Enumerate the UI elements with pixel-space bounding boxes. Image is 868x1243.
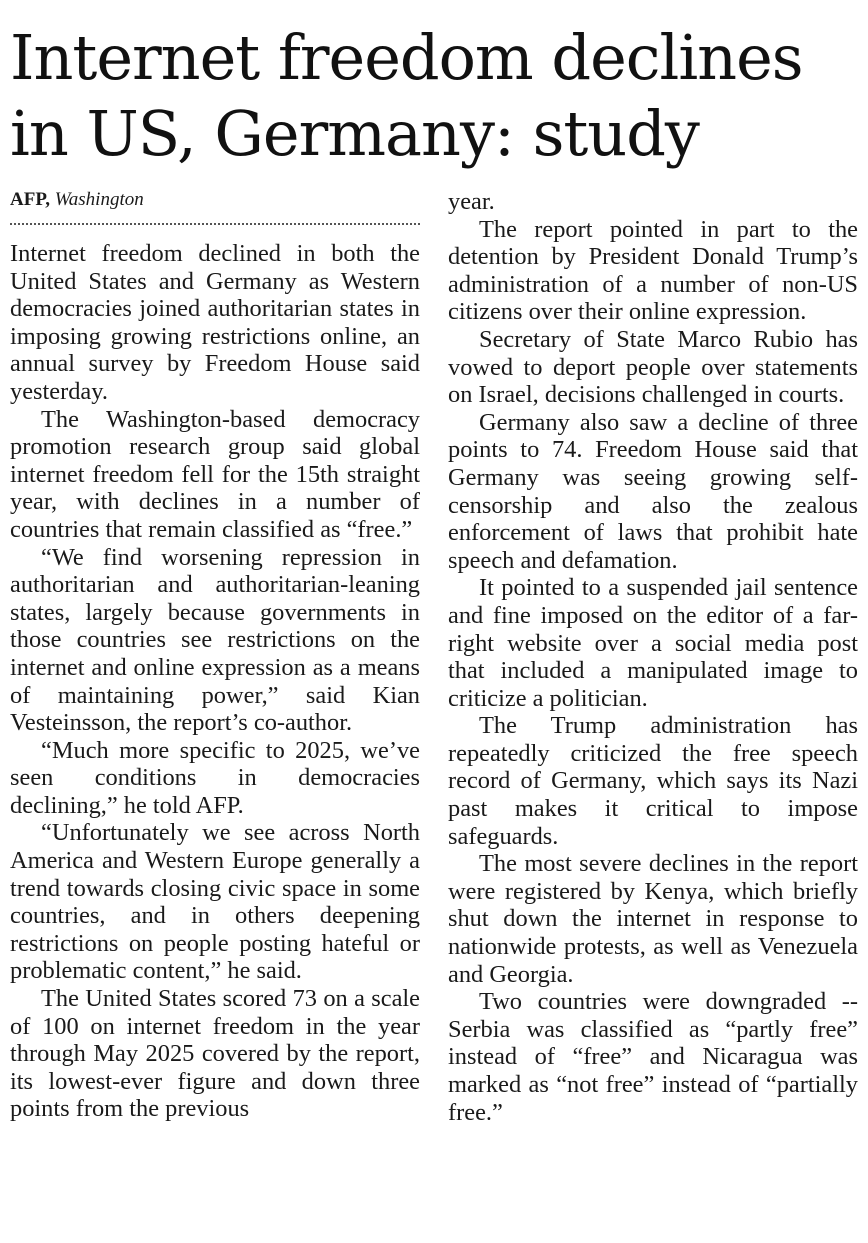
paragraph: Germany also saw a decline of three points to 74. Freedom House said that Germany was seeing growing self-censorship and also the zealous enforcement of laws that prohibit hate speech and defamation. xyxy=(448,408,858,574)
paragraph: The United States scored 73 on a scale of 100 on internet freedom in the year through May 2025 covered by the report, its lowest-ever figure and down three points from the previous xyxy=(10,985,420,1123)
byline xyxy=(10,187,420,225)
paragraph: The Washington-based democracy promotion research group said global internet freedom fell for the 15th straight year, with declines in a number of countries that remain classified as “free.” xyxy=(10,405,420,543)
paragraph: The Trump administration has repeatedly criticized the free speech record of Germany, which says its Nazi past makes it critical to impose safeguards. xyxy=(448,712,858,850)
byline-location: Washington xyxy=(54,189,144,210)
article-column-right xyxy=(448,188,858,1126)
paragraph: “Unfortunately we see across North America and Western Europe generally a trend towards closing civic space in some countries, and in others deepening restrictions on people posting hateful or problematic content,” he said. xyxy=(10,819,420,985)
article-column-left xyxy=(10,240,420,1123)
paragraph: Two countries were downgraded -- Serbia was classified as “partly free” instead of “free” and Nicaragua was marked as “not free” instead of “partially free.” xyxy=(448,988,858,1126)
paragraph-lead: Internet freedom declined in both the United States and Germany as Western democracies joined authoritarian states in imposing growing restrictions online, an annual survey by Freedom House said yesterday. xyxy=(10,240,420,405)
paragraph: It pointed to a suspended jail sentence and fine imposed on the editor of a far-right website over a social media post that included a manipulated image to criticize a politician. xyxy=(448,574,858,712)
paragraph: “We find worsening repression in authoritarian and authoritarian-leaning states, largely because governments in those countries see restrictions on the internet and online expression as a means of maintaining power,” said Kian Vesteinsson, the report’s co-author. xyxy=(10,543,420,737)
headline: Internet freedom declines in US, Germany: study xyxy=(10,21,803,170)
paragraph: The most severe declines in the report were registered by Kenya, which briefly shut down the internet in response to nationwide protests, as well as Venezuela and Georgia. xyxy=(448,850,858,988)
paragraph: “Much more specific to 2025, we’ve seen conditions in democracies declining,” he told AFP. xyxy=(10,736,420,819)
paragraph: The report pointed in part to the detention by President Donald Trump’s administration of a number of non-US citizens over their online expression. xyxy=(448,215,858,326)
paragraph-continued: year. xyxy=(448,188,495,215)
paragraph: Secretary of State Marco Rubio has vowed to deport people over statements on Israel, decisions challenged in courts. xyxy=(448,325,858,409)
byline-agency: AFP, xyxy=(10,189,50,210)
